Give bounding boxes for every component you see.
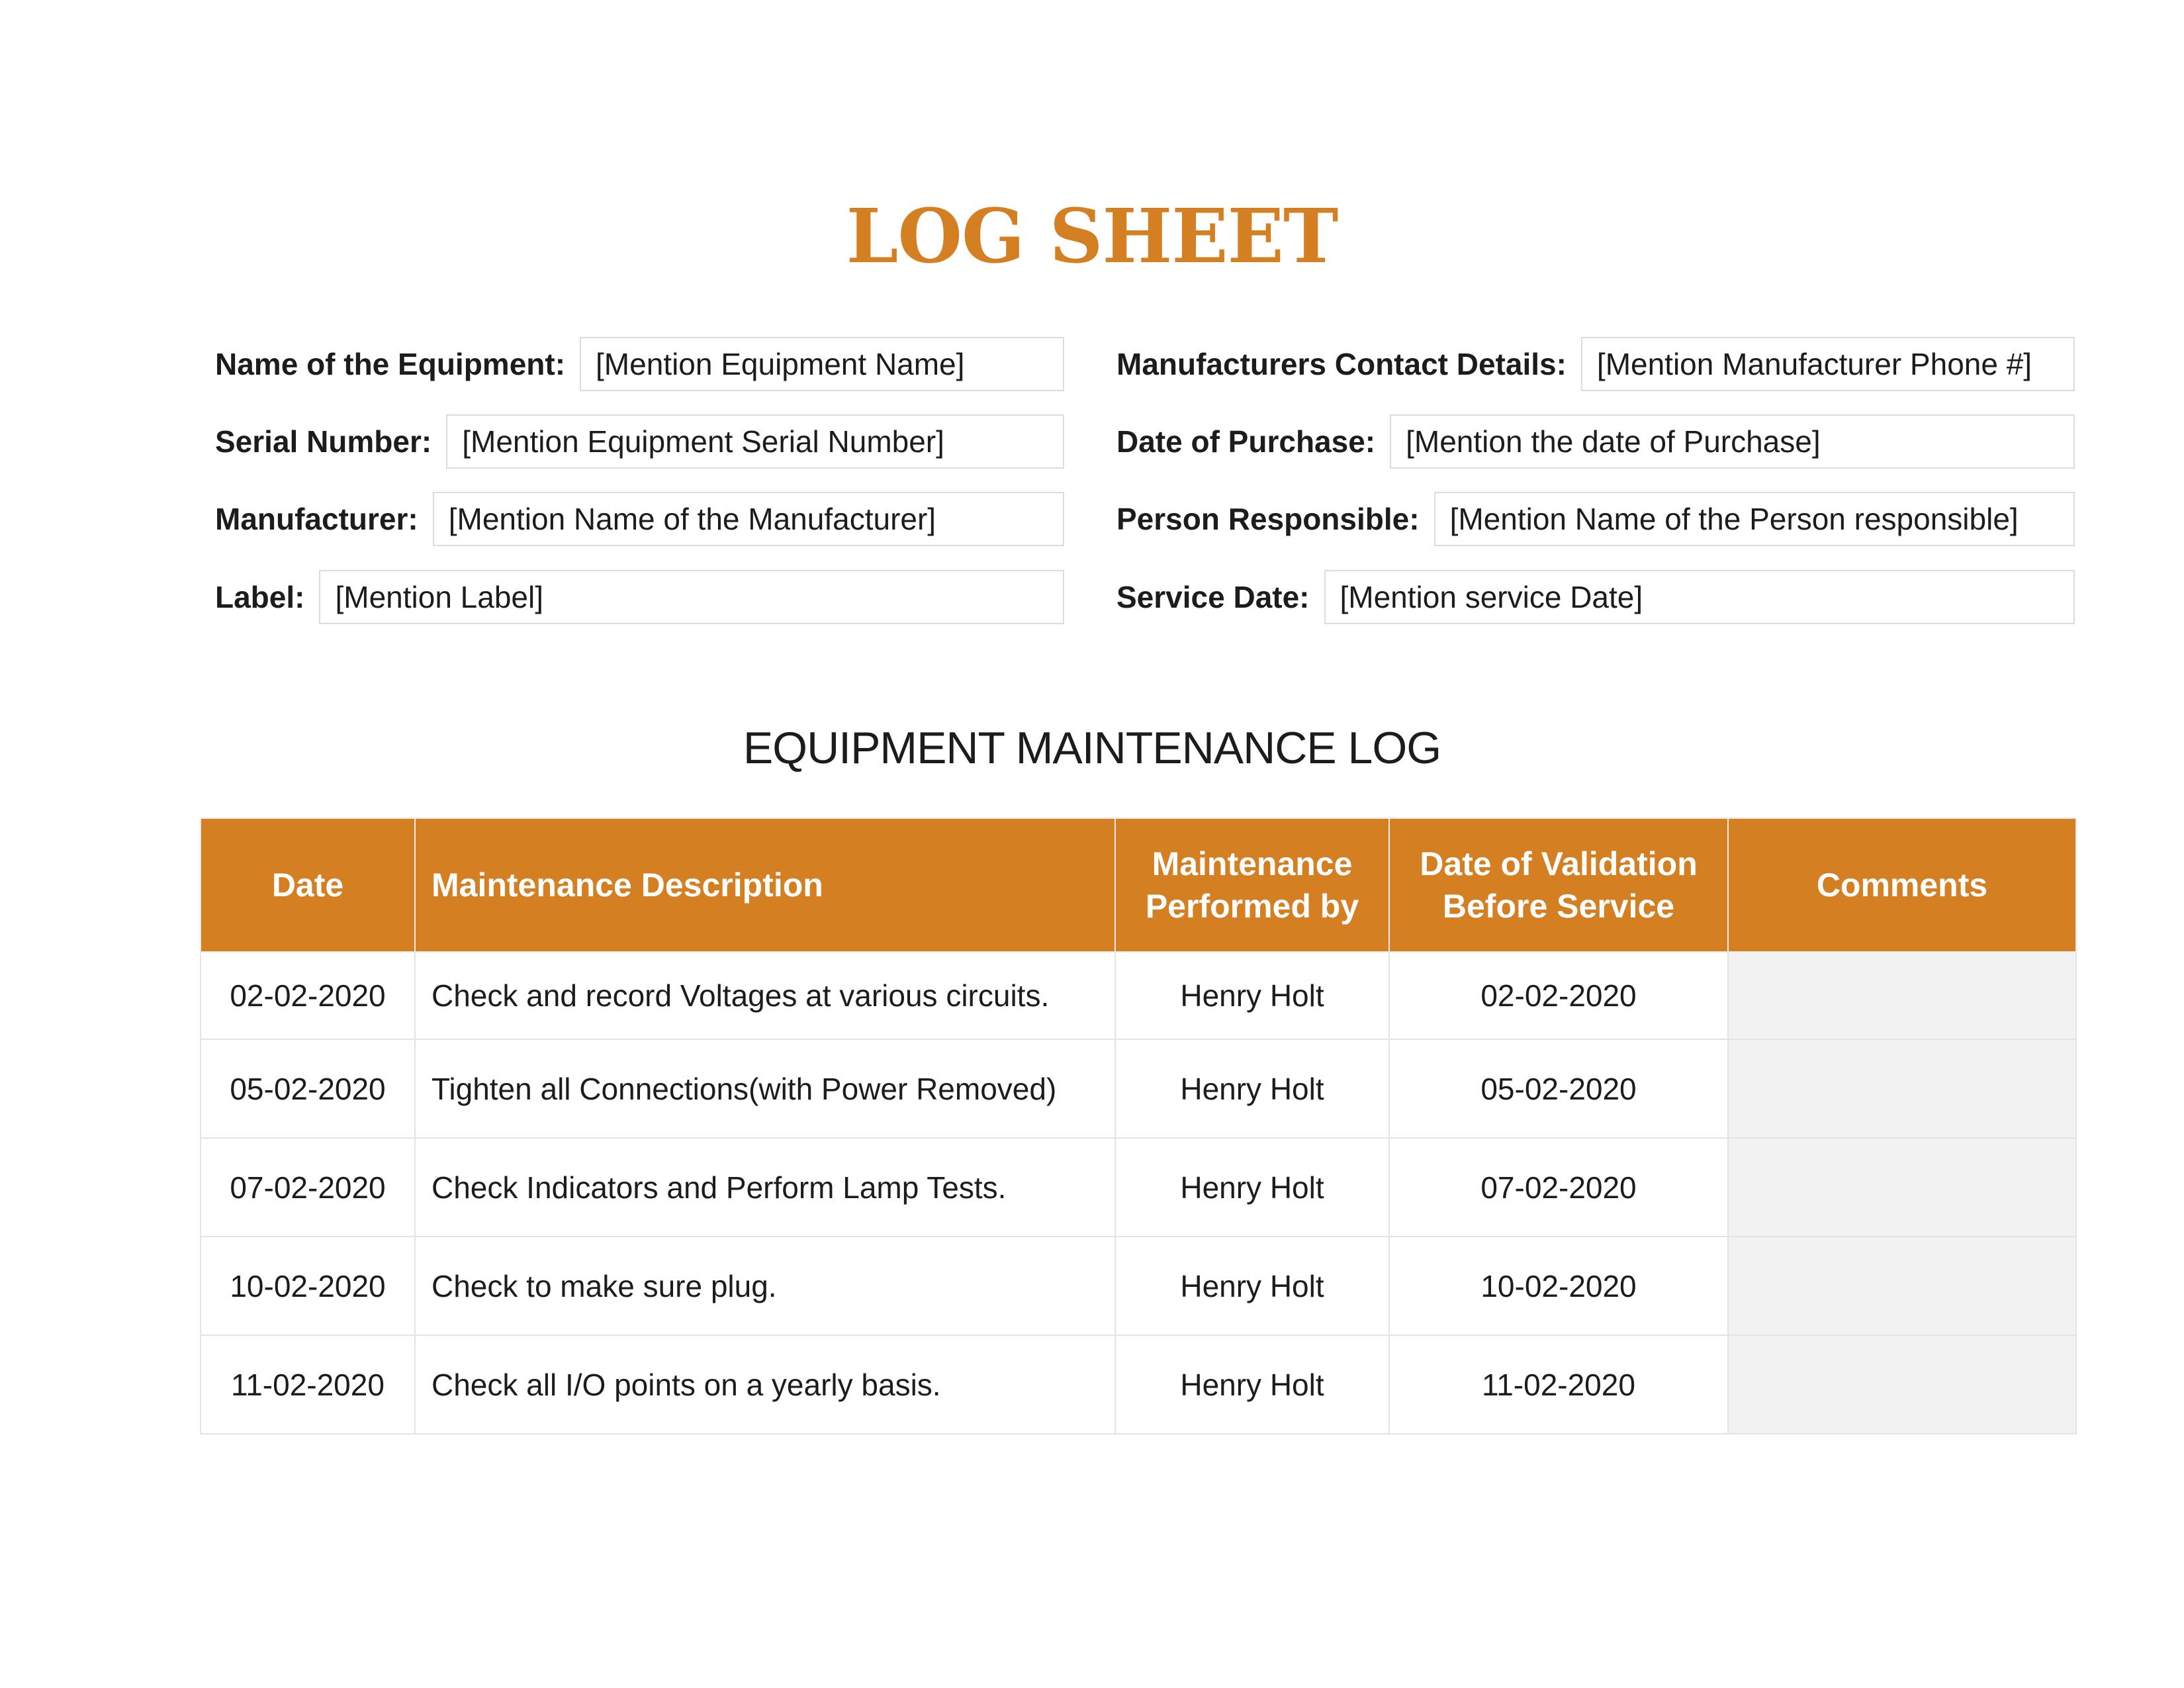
table-header-row (201, 818, 2076, 952)
header-validation-line1: Date of Validation (1420, 845, 1698, 882)
label-input[interactable]: [Mention Label] (319, 570, 1064, 624)
service-date-input[interactable]: [Mention service Date] (1324, 570, 2075, 624)
cell-performed-by: Henry Holt (1115, 1335, 1389, 1434)
cell-comments[interactable] (1728, 1237, 2076, 1335)
cell-date: 05-02-2020 (201, 1039, 415, 1138)
manufacturer-contact-field (1116, 336, 2075, 392)
cell-validation-date: 07-02-2020 (1389, 1138, 1728, 1237)
cell-performed-by: Henry Holt (1115, 1039, 1389, 1138)
log-title: EQUIPMENT MAINTENANCE LOG (743, 723, 1441, 773)
header-validation-line2: Before Service (1442, 888, 1675, 925)
service-date-field (1116, 569, 2075, 625)
manufacturer-field (215, 491, 1064, 547)
manufacturer-label: Manufacturer: (215, 502, 418, 536)
cell-performed-by: Henry Holt (1115, 1138, 1389, 1237)
serial-number-label: Serial Number: (215, 424, 432, 459)
table-row (201, 1335, 2076, 1434)
cell-date: 02-02-2020 (201, 952, 415, 1039)
person-responsible-label: Person Responsible: (1116, 502, 1420, 536)
cell-comments[interactable] (1728, 952, 2076, 1039)
cell-comments[interactable] (1728, 1039, 2076, 1138)
header-date: Date (201, 818, 415, 952)
label-field (215, 569, 1064, 625)
purchase-date-input[interactable]: [Mention the date of Purchase] (1390, 414, 2075, 469)
cell-description: Tighten all Connections(with Power Removed) (415, 1039, 1115, 1138)
cell-date: 11-02-2020 (201, 1335, 415, 1434)
page-title: LOG SHEET (846, 193, 1338, 280)
cell-validation-date: 05-02-2020 (1389, 1039, 1728, 1138)
cell-validation-date: 11-02-2020 (1389, 1335, 1728, 1434)
serial-number-input[interactable]: [Mention Equipment Serial Number] (446, 414, 1064, 469)
equipment-name-input[interactable]: [Mention Equipment Name] (580, 337, 1064, 391)
header-performed-by (1115, 818, 1389, 952)
header-description: Maintenance Description (415, 818, 1115, 952)
cell-comments[interactable] (1728, 1138, 2076, 1237)
serial-number-field (215, 414, 1064, 469)
cell-validation-date: 02-02-2020 (1389, 952, 1728, 1039)
table-row (201, 1039, 2076, 1138)
manufacturer-contact-label: Manufacturers Contact Details: (1116, 347, 1567, 381)
person-responsible-input[interactable]: [Mention Name of the Person responsible] (1434, 492, 2075, 546)
cell-description: Check and record Voltages at various circuits. (415, 952, 1115, 1039)
purchase-date-field (1116, 414, 2075, 469)
purchase-date-label: Date of Purchase: (1116, 424, 1376, 459)
cell-date: 10-02-2020 (201, 1237, 415, 1335)
cell-date: 07-02-2020 (201, 1138, 415, 1237)
cell-performed-by: Henry Holt (1115, 1237, 1389, 1335)
table-row (201, 952, 2076, 1039)
person-responsible-field (1116, 491, 2075, 547)
table-row (201, 1237, 2076, 1335)
table-row (201, 1138, 2076, 1237)
header-validation-date (1389, 818, 1728, 952)
label-label: Label: (215, 580, 305, 614)
manufacturer-contact-input[interactable]: [Mention Manufacturer Phone #] (1581, 337, 2075, 391)
cell-validation-date: 10-02-2020 (1389, 1237, 1728, 1335)
cell-description: Check to make sure plug. (415, 1237, 1115, 1335)
cell-description: Check all I/O points on a yearly basis. (415, 1335, 1115, 1434)
service-date-label: Service Date: (1116, 580, 1310, 614)
cell-description: Check Indicators and Perform Lamp Tests. (415, 1138, 1115, 1237)
equipment-name-label: Name of the Equipment: (215, 347, 566, 381)
header-performed-by-line2: Performed by (1145, 888, 1359, 925)
header-comments: Comments (1728, 818, 2076, 952)
maintenance-log-table (200, 818, 2077, 1434)
manufacturer-input[interactable]: [Mention Name of the Manufacturer] (433, 492, 1064, 546)
header-performed-by-line1: Maintenance (1152, 845, 1353, 882)
cell-comments[interactable] (1728, 1335, 2076, 1434)
cell-performed-by: Henry Holt (1115, 952, 1389, 1039)
equipment-name-field (215, 336, 1064, 392)
